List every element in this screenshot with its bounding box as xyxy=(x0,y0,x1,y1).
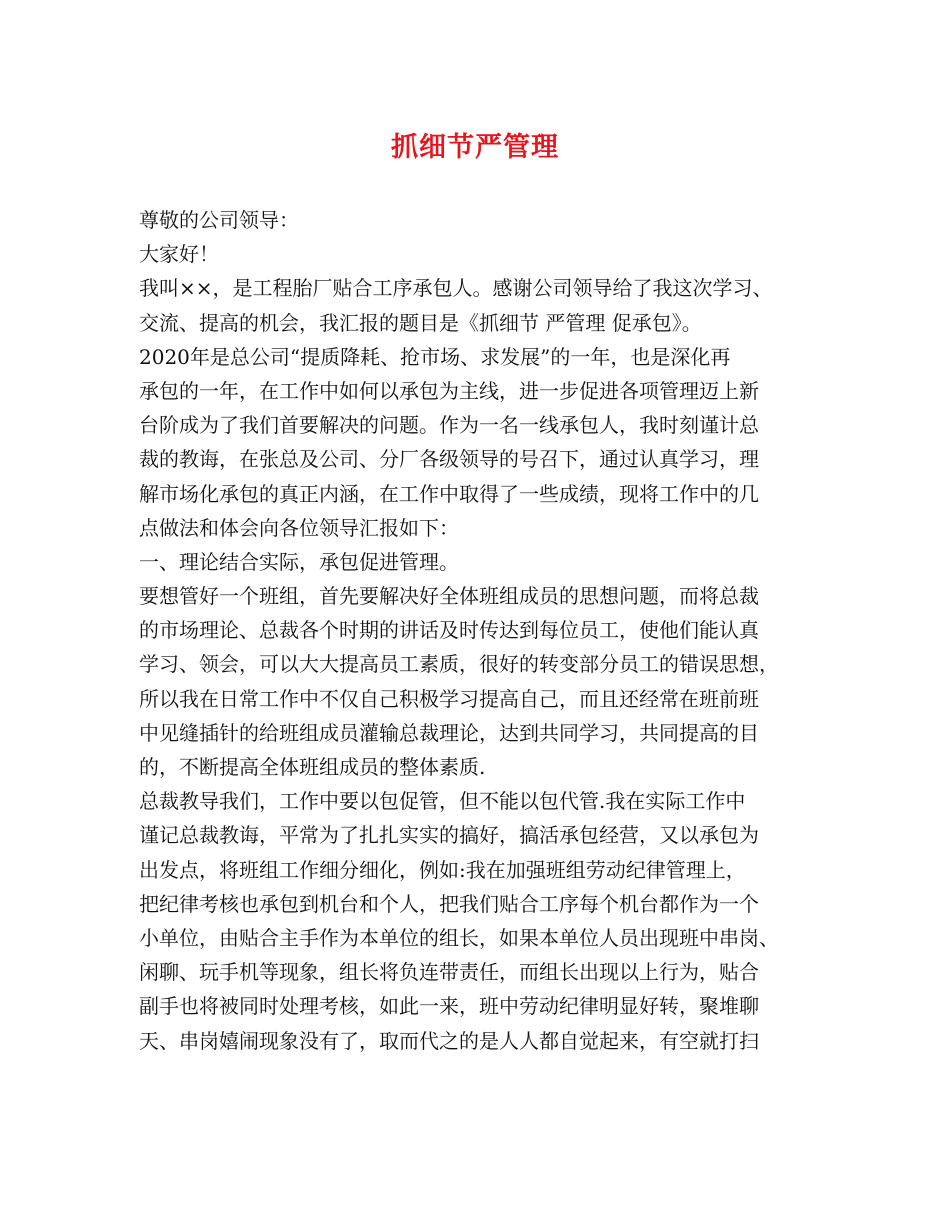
body-line: 小单位，由贴合主手作为本单位的组长，如果本单位人员出现班中串岗、 xyxy=(139,925,779,950)
body-line: 台阶成为了我们首要解决的问题。作为一名一线承包人，我时刻谨计总 xyxy=(139,413,759,438)
body-line: 副手也将被同时处理考核，如此一来，班中劳动纪律明显好转，聚堆聊 xyxy=(139,994,759,1019)
body-line: 的市场理论、总裁各个时期的讲话及时传达到每位员工，使他们能认真 xyxy=(139,618,759,643)
body-line: 学习、领会，可以大大提高员工素质，很好的转变部分员工的错误思想， xyxy=(139,652,779,677)
body-line: 我叫××，是工程胎厂贴合工序承包人。感谢公司领导给了我这次学习、 xyxy=(139,276,773,301)
body-line: 中见缝插针的给班组成员灌输总裁理论，达到共同学习，共同提高的目 xyxy=(139,720,759,745)
body-line: 的，不断提高全体班组成员的整体素质. xyxy=(139,755,486,779)
body-line: 把纪律考核也承包到机台和个人，把我们贴合工序每个机台都作为一个 xyxy=(139,891,759,916)
body-line: 所以我在日常工作中不仅自己积极学习提高自己，而且还经常在班前班 xyxy=(139,686,759,711)
body-line: 交流、提高的机会，我汇报的题目是《抓细节 严管理 促承包》。 xyxy=(139,310,702,335)
body-line: 点做法和体会向各位领导汇报如下： xyxy=(139,515,459,540)
body-line: 大家好！ xyxy=(139,242,219,267)
body-line: 要想管好一个班组，首先要解决好全体班组成员的思想问题，而将总裁 xyxy=(139,584,759,609)
body-line: 总裁教导我们，工作中要以包促管，但不能以包代管.我在实际工作中 xyxy=(139,789,746,814)
document-title: 抓细节严管理 xyxy=(391,132,559,163)
body-line: 2020年是总公司“提质降耗、抢市场、求发展”的一年，也是深化再 xyxy=(139,344,731,369)
document-body xyxy=(139,203,829,1058)
body-line: 闲聊、玩手机等现象，组长将负连带责任，而组长出现以上行为，贴合 xyxy=(139,960,759,985)
section-heading: 一、理论结合实际，承包促进管理。 xyxy=(139,549,459,574)
body-line: 出发点，将班组工作细分细化，例如:我在加强班组劳动纪律管理上， xyxy=(139,857,746,882)
body-line: 解市场化承包的真正内涵，在工作中取得了一些成绩，现将工作中的几 xyxy=(139,481,759,506)
body-line: 尊敬的公司领导： xyxy=(139,208,299,232)
body-line: 谨记总裁教诲，平常为了扎扎实实的搞好，搞活承包经营，又以承包为 xyxy=(139,823,759,848)
body-line: 天、串岗嬉闹现象没有了，取而代之的是人人都自觉起来，有空就打扫 xyxy=(139,1028,759,1053)
body-line: 承包的一年，在工作中如何以承包为主线，进一步促进各项管理迈上新 xyxy=(139,378,759,403)
body-line: 裁的教诲，在张总及公司、分厂各级领导的号召下，通过认真学习，理 xyxy=(139,447,759,472)
